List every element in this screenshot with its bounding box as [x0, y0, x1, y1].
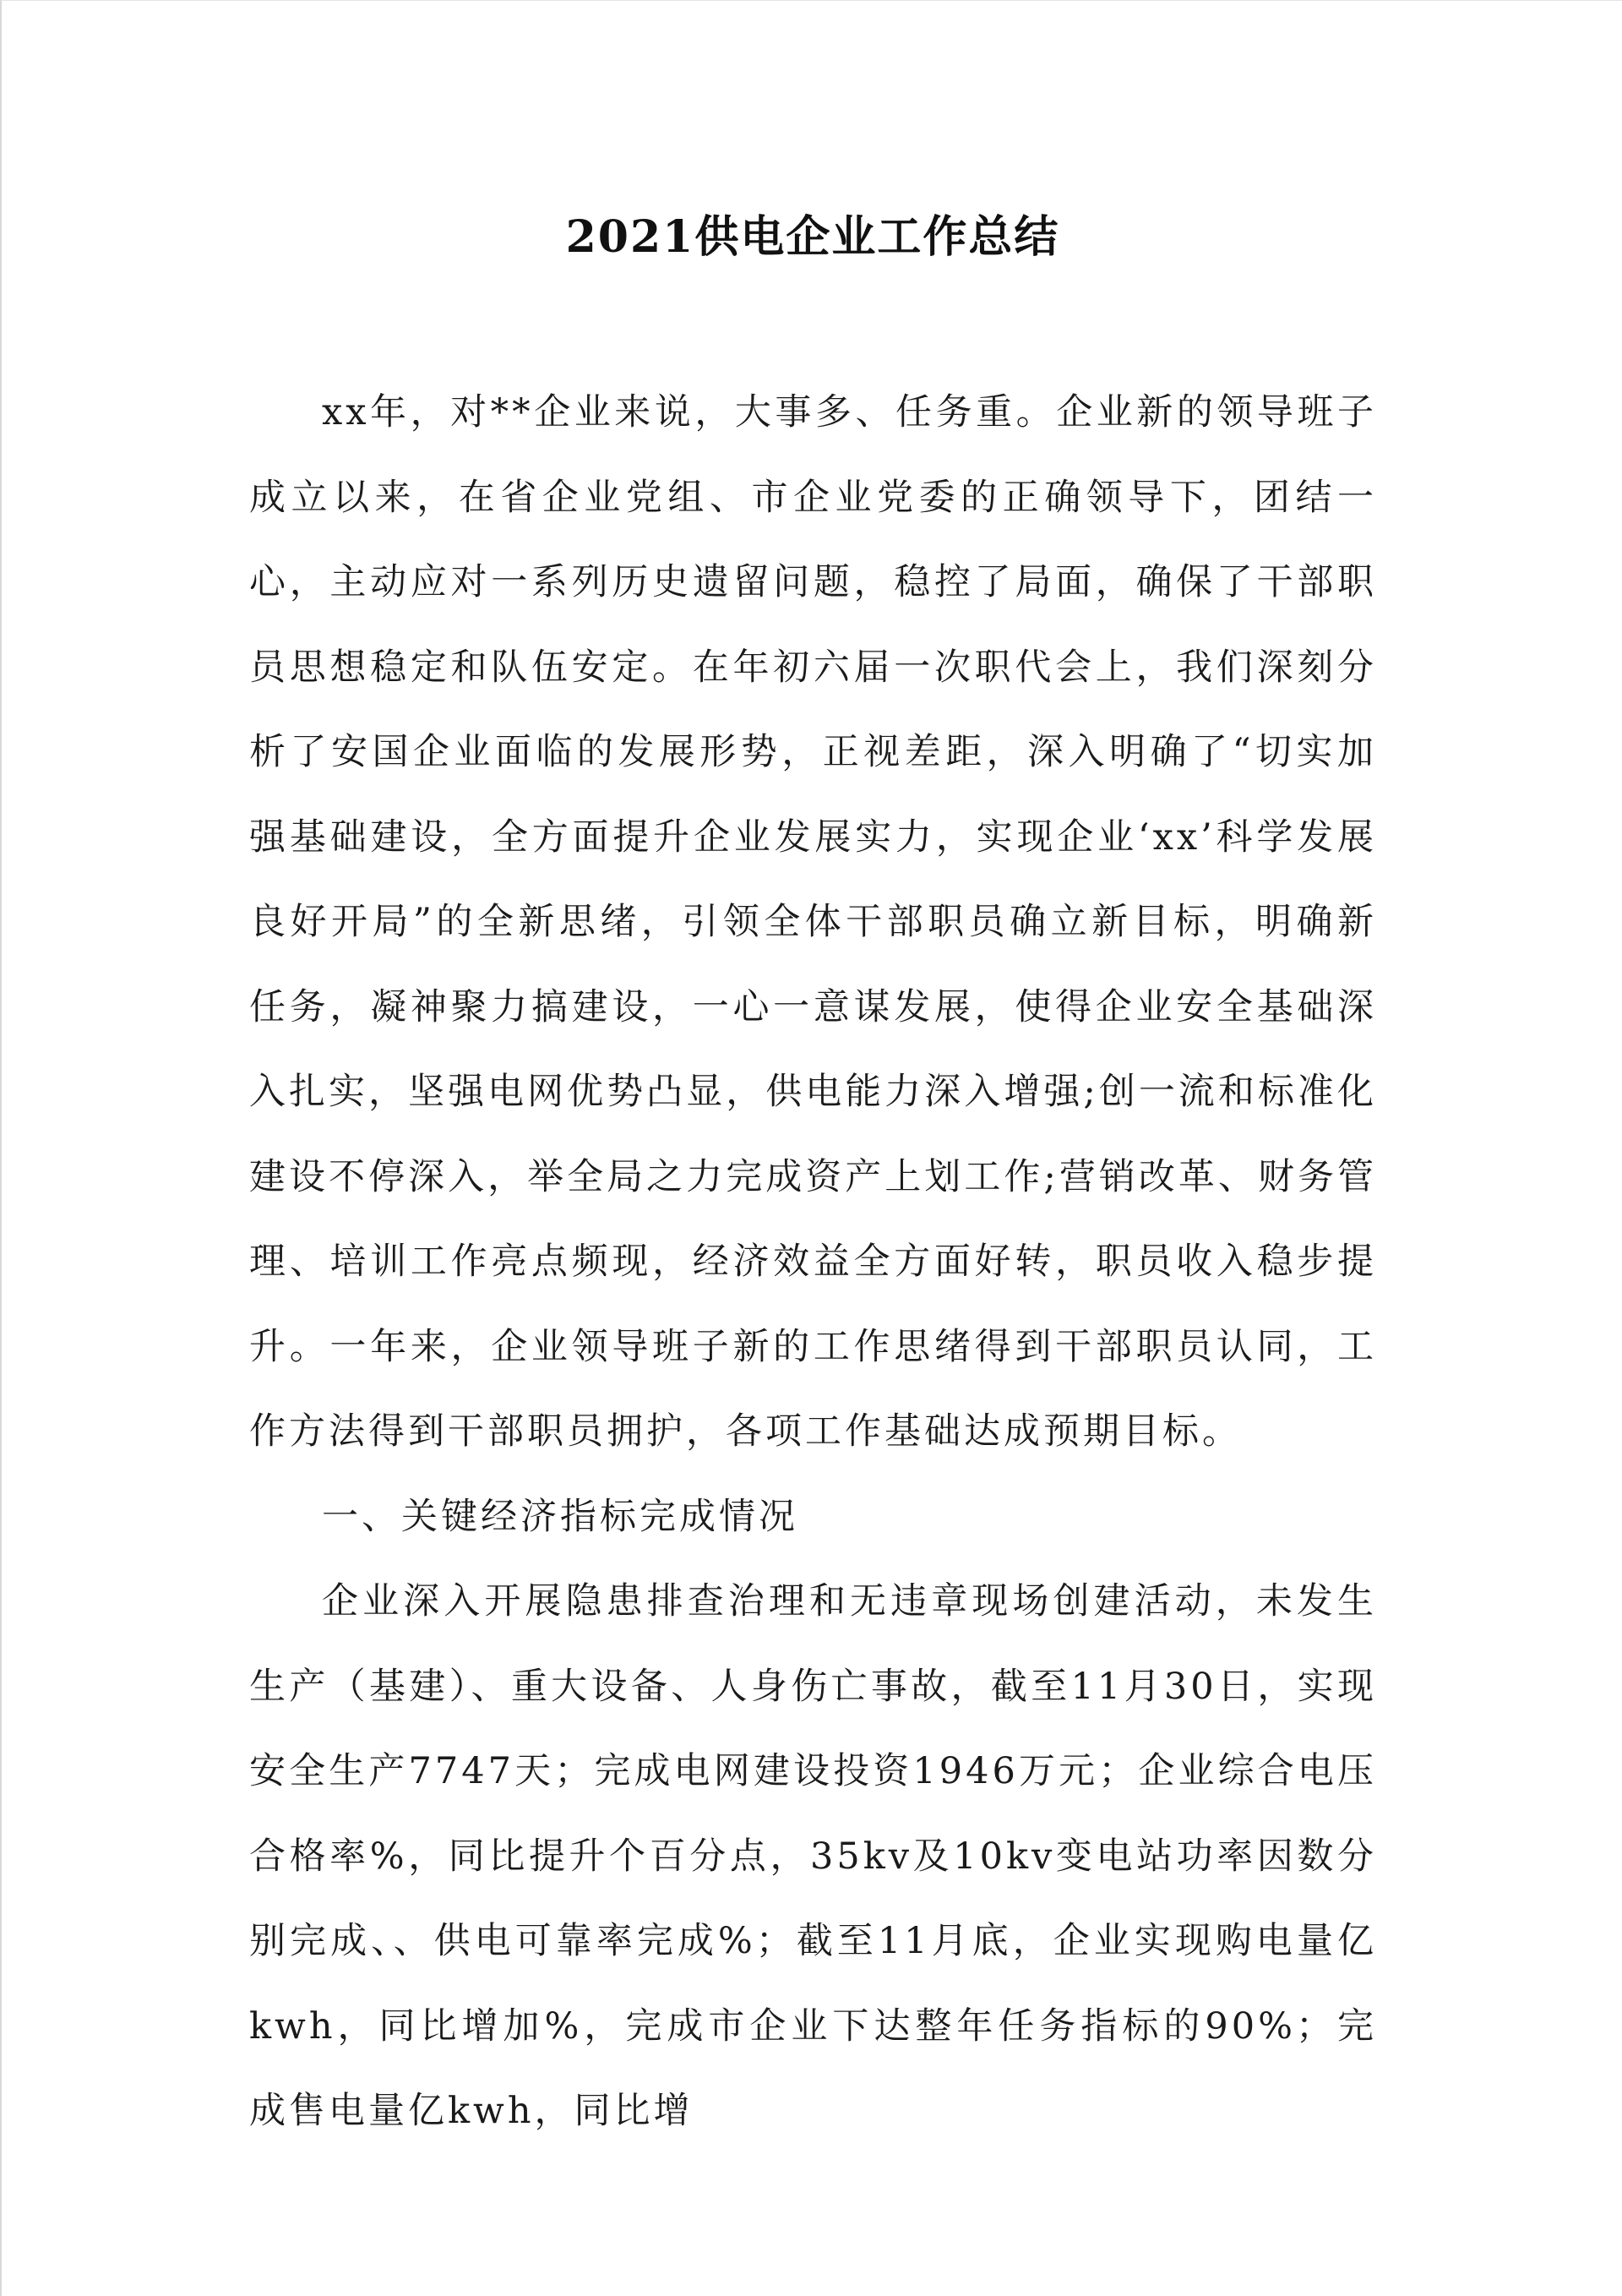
- paragraph-indicators: 企业深入开展隐患排查治理和无违章现场创建活动，未发生生产（基建）、重大设备、人身伤亡事故，截至11月30日，实现安全生产7747天；完成电网建设投资1946万元；企业综合电压合格率%，同比提升个百分点，35kv及10kv变电站功率因数分别完成、、供电可靠率完成%；截至11月底，企业实现购电量亿kwh，同比增加%，完成市企业下达整年任务指标的90%；完成售电量亿kwh，同比增: [249, 1580, 1377, 2132]
- paragraph-intro: xx年，对**企业来说，大事多、任务重。企业新的领导班子成立以来，在省企业党组、市企业党委的正确领导下，团结一心，主动应对一系列历史遗留问题，稳控了局面，确保了干部职员思想稳定和队伍安定。在年初六届一次职代会上，我们深刻分析了安国企业面临的发展形势，正视差距，深入明确了“切实加强基础建设，全方面提升企业发展实力，实现企业‘xx’科学发展良好开局”的全新思绪，引领全体干部职员确立新目标，明确新任务，凝神聚力搞建设，一心一意谋发展，使得企业安全基础深入扎实，坚强电网优势凸显，供电能力深入增强;创一流和标准化建设不停深入，举全局之力完成资产上划工作;营销改革、财务管理、培训工作亮点频现，经济效益全方面好转，职员收入稳步提升。一年来，企业领导班子新的工作思绪得到干部职员认同，工作方法得到干部职员拥护，各项工作基础达成预期目标。: [249, 391, 1377, 1453]
- document-body: [249, 370, 1377, 2154]
- document-title: 2021供电企业工作总结: [565, 211, 1060, 263]
- section-heading: 一、关键经济指标完成情况: [322, 1495, 798, 1538]
